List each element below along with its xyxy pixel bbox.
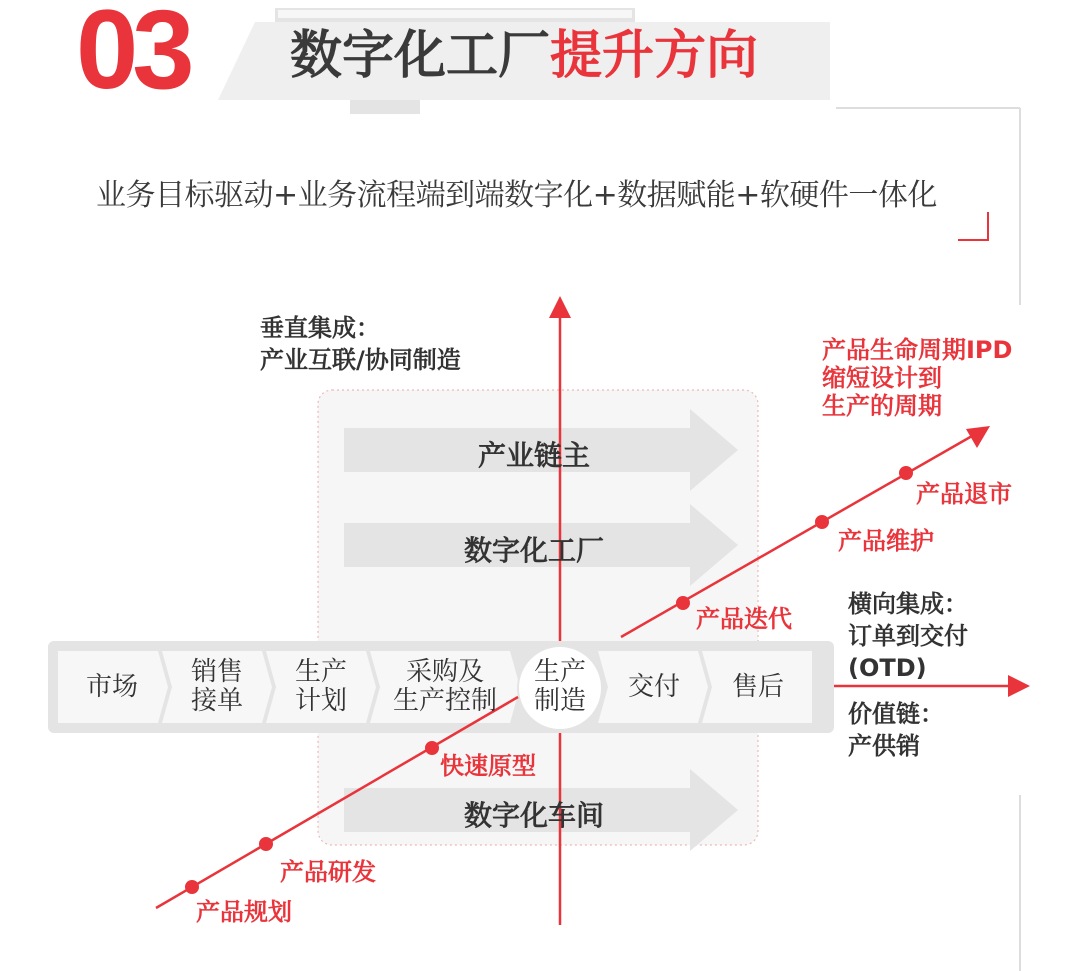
milestone-label-1: 产品规划 — [196, 898, 292, 926]
horizontal-axis-label-line2: 订单到交付 — [848, 622, 968, 650]
milestone-label-2: 产品研发 — [280, 858, 376, 886]
band-label-digital-factory: 数字化工厂 — [464, 534, 605, 567]
stage-line: 售后 — [731, 672, 784, 702]
stage-line: 生产 — [533, 657, 586, 687]
horizontal-axis-label — [848, 588, 968, 684]
milestone-label-6: 产品退市 — [916, 480, 1012, 508]
value-chain-stage-manufacturing — [518, 658, 602, 716]
title-part-2: 提升方向 — [550, 26, 759, 86]
stage-line: 交付 — [627, 672, 680, 702]
value-chain-label — [848, 698, 944, 762]
lifecycle-axis-label — [822, 336, 1012, 420]
value-chain-stage-procurement — [376, 658, 514, 716]
title-part-1: 数字化工厂 — [290, 26, 551, 86]
lifecycle-axis-label-line1: 产品生命周期IPD — [822, 336, 1013, 364]
tagline: 业务目标驱动+业务流程端到端数字化+数据赋能+软硬件一体化 — [96, 178, 937, 213]
stage-line: 市场 — [85, 672, 138, 702]
horizontal-axis-label-line1: 横向集成： — [848, 590, 968, 618]
stage-line: 采购及 — [405, 657, 484, 687]
vertical-axis-label — [260, 312, 461, 376]
lifecycle-axis-label-line2: 缩短设计到 — [822, 364, 942, 392]
horizontal-axis-label-line3: (OTD) — [848, 654, 927, 682]
value-chain-stage-after-sales — [708, 673, 808, 702]
stage-line: 计划 — [294, 686, 347, 716]
milestone-label-5: 产品维护 — [838, 527, 934, 555]
value-chain-stage-market — [58, 673, 166, 702]
vertical-axis-label-line2: 产业互联/协同制造 — [260, 346, 461, 374]
section-number: 03 — [76, 0, 189, 112]
horizontal-axis-arrowhead — [1008, 675, 1030, 697]
stage-line: 接单 — [190, 686, 243, 716]
vertical-axis-label-line1: 垂直集成： — [260, 314, 380, 342]
lifecycle-axis-label-line3: 生产的周期 — [822, 392, 942, 420]
milestone-label-4: 产品迭代 — [696, 605, 792, 633]
value-chain-label-line2: 产供销 — [848, 732, 920, 760]
vertical-axis-arrowhead — [549, 296, 571, 318]
milestone-label-3: 快速原型 — [440, 752, 536, 780]
stage-line: 制造 — [533, 686, 586, 716]
stage-line: 生产控制 — [392, 686, 497, 716]
stage-line: 生产 — [294, 657, 347, 687]
tagline-corner-mark — [958, 212, 988, 240]
value-chain-stage-sales — [166, 658, 268, 716]
band-label-chain-leader: 产业链主 — [478, 439, 591, 472]
band-label-digital-workshop: 数字化车间 — [464, 799, 605, 832]
value-chain-label-line1: 价值链： — [848, 700, 944, 728]
stage-line: 销售 — [190, 657, 243, 687]
value-chain-stage-planning — [270, 658, 372, 716]
value-chain-stage-delivery — [604, 673, 704, 702]
page-title — [290, 26, 759, 86]
